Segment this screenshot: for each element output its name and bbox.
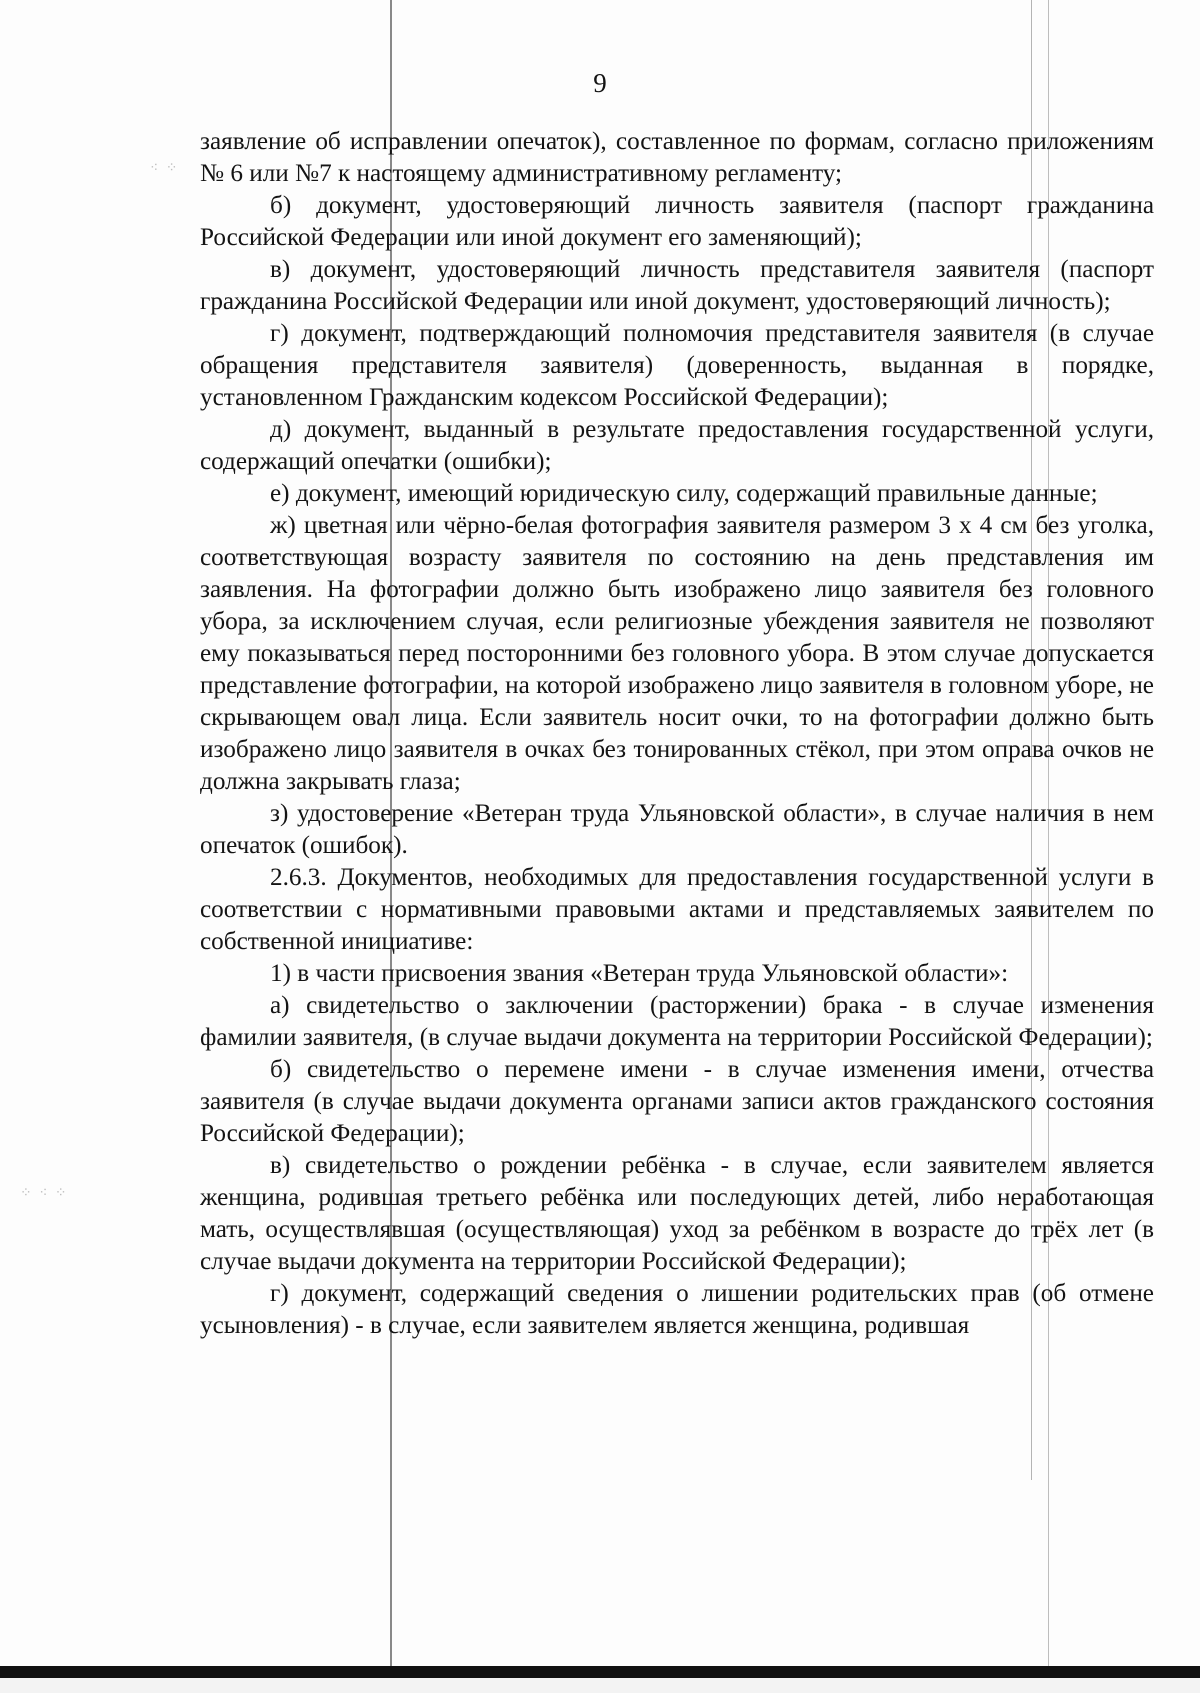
paragraph: б) свидетельство о перемене имени - в случае изменения имени, отчества заявителя (в случае выдачи документа органами записи актов гражданского состояния Российской Федерации);	[200, 1056, 1154, 1147]
paragraph: е) документ, имеющий юридическую силу, содержащий правильные данные;	[270, 480, 1098, 507]
paragraph: в) свидетельство о рождении ребёнка - в случае, если заявителем является женщина, родившая третьего ребёнка или последующих детей, либо неработающая мать, осуществлявшая (осуществляющая) уход за ребёнком в возрасте до трёх лет (в случае выдачи документа на территории Российской Федерации);	[200, 1152, 1154, 1275]
paragraph: в) документ, удостоверяющий личность представителя заявителя (паспорт гражданина Российской Федерации или иной документ, удостоверяющий личность);	[200, 256, 1154, 315]
paragraph: г) документ, содержащий сведения о лишении родительских прав (об отмене усыновления) - в случае, если заявителем является женщина, родившая	[200, 1280, 1154, 1339]
paragraph: а) свидетельство о заключении (расторжении) брака - в случае изменения фамилии заявителя, (в случае выдачи документа на территории Российской Федерации);	[200, 992, 1154, 1051]
paragraph: д) документ, выданный в результате предоставления государственной услуги, содержащий опечатки (ошибки);	[200, 416, 1154, 475]
paragraph: 2.6.3. Документов, необходимых для предоставления государственной услуги в соответствии с нормативными правовыми актами и представляемых заявителем по собственной инициативе:	[200, 864, 1154, 955]
scan-noise: ⁖ ⁘	[150, 161, 180, 176]
paragraph: заявление об исправлении опечаток), составленное по формам, согласно приложениям № 6 или №7 к настоящему административному регламенту;	[200, 128, 1154, 187]
paragraph: б) документ, удостоверяющий личность заявителя (паспорт гражданина Российской Федерации или иной документ его заменяющий);	[200, 192, 1154, 251]
document-body	[200, 126, 1154, 1342]
scan-noise: ⁘ ⁖ ⁘	[20, 1186, 69, 1201]
scan-border	[0, 1666, 1200, 1678]
scan-margin	[0, 1678, 1200, 1693]
page-number: 9	[593, 68, 607, 98]
paragraph: г) документ, подтверждающий полномочия представителя заявителя (в случае обращения представителя заявителя) (доверенность, выданная в порядке, установленном Гражданским кодексом Российской Федерации);	[200, 320, 1154, 411]
paragraph: 1) в части присвоения звания «Ветеран труда Ульяновской области»:	[270, 960, 1009, 987]
paragraph: з) удостоверение «Ветеран труда Ульяновской области», в случае наличия в нем опечаток (ошибок).	[200, 800, 1154, 859]
paragraph: ж) цветная или чёрно-белая фотография заявителя размером 3 х 4 см без уголка, соответствующая возрасту заявителя по состоянию на день представления им заявления. На фотографии должно быть изображено лицо заявителя без головного убора, за исключением случая, если религиозные убеждения заявителя не позволяют ему показываться перед посторонними без головного убора. В этом случае допускается представление фотографии, на которой изображено лицо заявителя в головном уборе, не скрывающем овал лица. Если заявитель носит очки, то на фотографии должно быть изображено лицо заявителя в очках без тонированных стёкол, при этом оправа очков не должна закрывать глаза;	[200, 512, 1154, 795]
